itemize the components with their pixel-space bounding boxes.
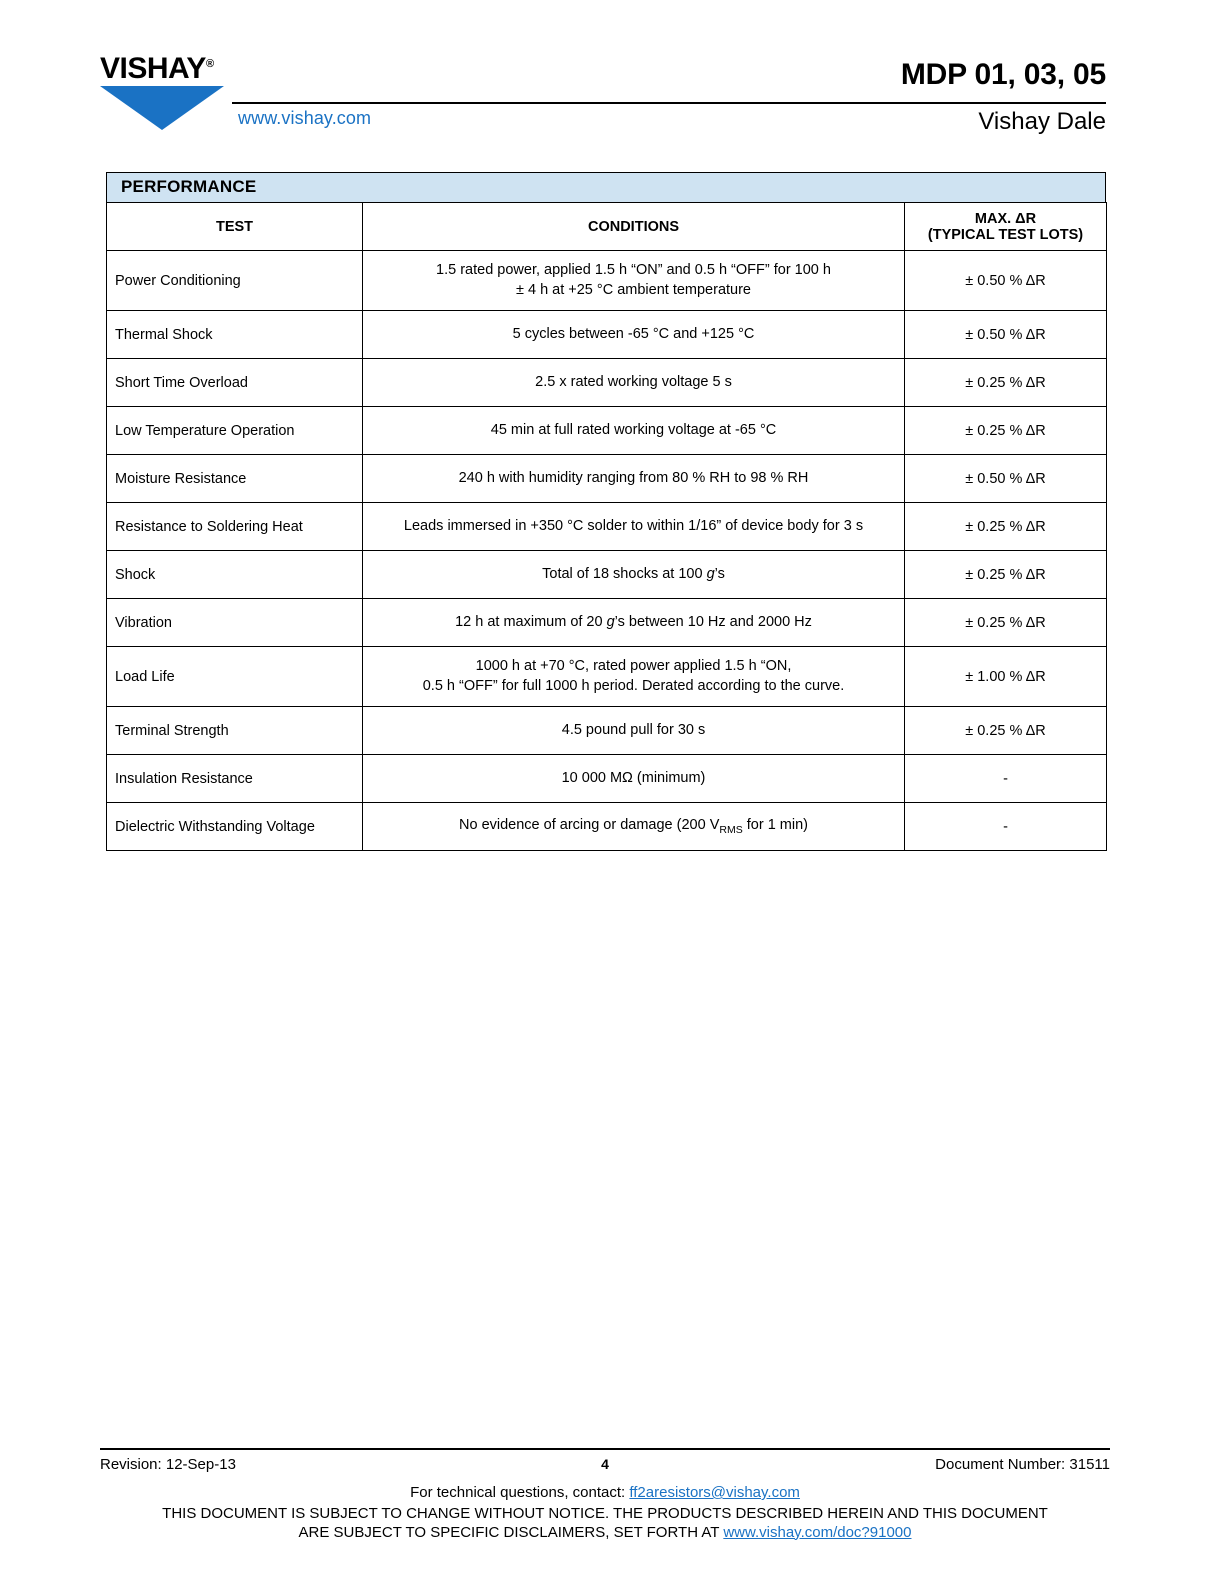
conditions-text-part-end: for 1 min) bbox=[742, 817, 808, 834]
technical-contact-label: For technical questions, contact: bbox=[410, 1484, 630, 1501]
cell-test: Thermal Shock bbox=[107, 311, 363, 359]
disclaimer-line-2 bbox=[100, 1524, 1110, 1543]
cell-conditions bbox=[363, 251, 905, 311]
table-row bbox=[107, 311, 1107, 359]
table-row bbox=[107, 551, 1107, 599]
cell-test: Low Temperature Operation bbox=[107, 407, 363, 455]
cell-conditions bbox=[363, 707, 905, 755]
cell-test: Terminal Strength bbox=[107, 707, 363, 755]
conditions-subscript: RMS bbox=[719, 824, 743, 837]
table-row bbox=[107, 251, 1107, 311]
conditions-line-1: Leads immersed in +350 °C solder to within 1/16” of device body for 3 s bbox=[403, 517, 864, 534]
table-row bbox=[107, 599, 1107, 647]
cell-conditions bbox=[363, 407, 905, 455]
disclaimer-link[interactable]: www.vishay.com/doc?91000 bbox=[723, 1523, 912, 1541]
column-header-max-line1: MAX. ΔR bbox=[974, 210, 1037, 227]
cell-test: Power Conditioning bbox=[107, 251, 363, 311]
disclaimer-text bbox=[100, 1505, 1110, 1543]
technical-contact-email[interactable]: ff2aresistors@vishay.com bbox=[629, 1484, 800, 1501]
cell-max-delta-r: ± 0.25 % ΔR bbox=[905, 407, 1107, 455]
table-row bbox=[107, 359, 1107, 407]
logo-wordmark-text: VISHAY bbox=[100, 52, 206, 85]
cell-conditions bbox=[363, 803, 905, 851]
cell-max-delta-r: ± 0.50 % ΔR bbox=[905, 311, 1107, 359]
conditions-line-1: 1000 h at +70 °C, rated power applied 1.5 h “ON, bbox=[475, 658, 792, 675]
table-row bbox=[107, 647, 1107, 707]
cell-max-delta-r: ± 0.25 % ΔR bbox=[905, 359, 1107, 407]
table-row bbox=[107, 803, 1107, 851]
cell-conditions bbox=[363, 755, 905, 803]
cell-max-delta-r: ± 0.25 % ΔR bbox=[905, 503, 1107, 551]
conditions-line-1: 4.5 pound pull for 30 s bbox=[561, 721, 706, 738]
cell-max-delta-r: ± 1.00 % ΔR bbox=[905, 647, 1107, 707]
column-header-conditions: CONDITIONS bbox=[363, 203, 905, 251]
table-row bbox=[107, 707, 1107, 755]
conditions-line-1: 5 cycles between -65 °C and +125 °C bbox=[512, 325, 755, 342]
logo-wordmark bbox=[100, 48, 230, 85]
conditions-line-1: 45 min at full rated working voltage at -65 °C bbox=[490, 421, 777, 438]
table-header bbox=[107, 203, 1107, 251]
conditions-text-part: No evidence of arcing or damage (200 V bbox=[459, 817, 720, 834]
vishay-logo bbox=[100, 48, 230, 138]
conditions-line-2: 0.5 h “OFF” for full 1000 h period. Derated according to the curve. bbox=[422, 677, 845, 694]
cell-max-delta-r: ± 0.50 % ΔR bbox=[905, 251, 1107, 311]
cell-conditions bbox=[363, 359, 905, 407]
disclaimer-line-2-prefix: ARE SUBJECT TO SPECIFIC DISCLAIMERS, SET FORTH AT bbox=[298, 1523, 724, 1541]
vishay-triangle-icon bbox=[100, 86, 224, 130]
technical-contact bbox=[100, 1484, 1110, 1501]
conditions-line-1: 2.5 x rated working voltage 5 s bbox=[535, 373, 732, 390]
cell-max-delta-r: ± 0.50 % ΔR bbox=[905, 455, 1107, 503]
cell-conditions bbox=[363, 551, 905, 599]
cell-test: Resistance to Soldering Heat bbox=[107, 503, 363, 551]
page-footer bbox=[100, 1448, 1110, 1543]
conditions-line-1: 1.5 rated power, applied 1.5 h “ON” and 0.5 h “OFF” for 100 h bbox=[436, 262, 831, 278]
conditions-line-1: 240 h with humidity ranging from 80 % RH to 98 % RH bbox=[458, 469, 809, 486]
performance-banner: PERFORMANCE bbox=[106, 172, 1106, 202]
conditions-line-2: ± 4 h at +25 °C ambient temperature bbox=[515, 281, 751, 298]
footer-meta-row bbox=[100, 1456, 1110, 1478]
table-row bbox=[107, 503, 1107, 551]
cell-max-delta-r: ± 0.25 % ΔR bbox=[905, 599, 1107, 647]
page-title: MDP 01, 03, 05 bbox=[900, 58, 1106, 91]
conditions-line-1: 10 000 MΩ (minimum) bbox=[561, 769, 706, 786]
conditions-line-1: Total of 18 shocks at 100 g’s bbox=[542, 565, 725, 582]
column-header-max-line2: (TYPICAL TEST LOTS) bbox=[927, 226, 1084, 243]
cell-conditions bbox=[363, 503, 905, 551]
performance-table bbox=[106, 202, 1107, 851]
cell-max-delta-r: ± 0.25 % ΔR bbox=[905, 551, 1107, 599]
column-header-test: TEST bbox=[107, 203, 363, 251]
cell-conditions bbox=[363, 311, 905, 359]
table-row bbox=[107, 407, 1107, 455]
table-row bbox=[107, 755, 1107, 803]
cell-conditions bbox=[363, 455, 905, 503]
disclaimer-line-1: THIS DOCUMENT IS SUBJECT TO CHANGE WITHOUT NOTICE. THE PRODUCTS DESCRIBED HEREIN AND THIS DOCUMENT bbox=[162, 1505, 1048, 1522]
footer-divider bbox=[100, 1448, 1110, 1450]
website-url[interactable]: www.vishay.com bbox=[238, 108, 372, 128]
table-body bbox=[107, 251, 1107, 851]
page-number: 4 bbox=[601, 1456, 609, 1472]
cell-test: Load Life bbox=[107, 647, 363, 707]
table-row bbox=[107, 455, 1107, 503]
cell-test: Dielectric Withstanding Voltage bbox=[107, 803, 363, 851]
header-divider bbox=[232, 102, 1106, 104]
page-header bbox=[100, 40, 1106, 148]
performance-table-section bbox=[106, 172, 1106, 851]
document-number: Document Number: 31511 bbox=[935, 1456, 1110, 1473]
conditions-line-1 bbox=[371, 816, 896, 837]
cell-test: Moisture Resistance bbox=[107, 455, 363, 503]
column-header-max-delta-r bbox=[905, 203, 1107, 251]
brand-subtitle: Vishay Dale bbox=[978, 108, 1106, 135]
cell-max-delta-r: ± 0.25 % ΔR bbox=[905, 707, 1107, 755]
logo-registered-mark: ® bbox=[205, 58, 214, 70]
cell-test: Insulation Resistance bbox=[107, 755, 363, 803]
cell-max-delta-r: - bbox=[905, 755, 1107, 803]
cell-conditions bbox=[363, 599, 905, 647]
revision-text: Revision: 12-Sep-13 bbox=[100, 1456, 236, 1473]
cell-conditions bbox=[363, 647, 905, 707]
conditions-line-1: 12 h at maximum of 20 g’s between 10 Hz and 2000 Hz bbox=[455, 613, 812, 630]
cell-test: Shock bbox=[107, 551, 363, 599]
cell-test: Short Time Overload bbox=[107, 359, 363, 407]
cell-test: Vibration bbox=[107, 599, 363, 647]
cell-max-delta-r: - bbox=[905, 803, 1107, 851]
table-header-row bbox=[107, 203, 1107, 251]
